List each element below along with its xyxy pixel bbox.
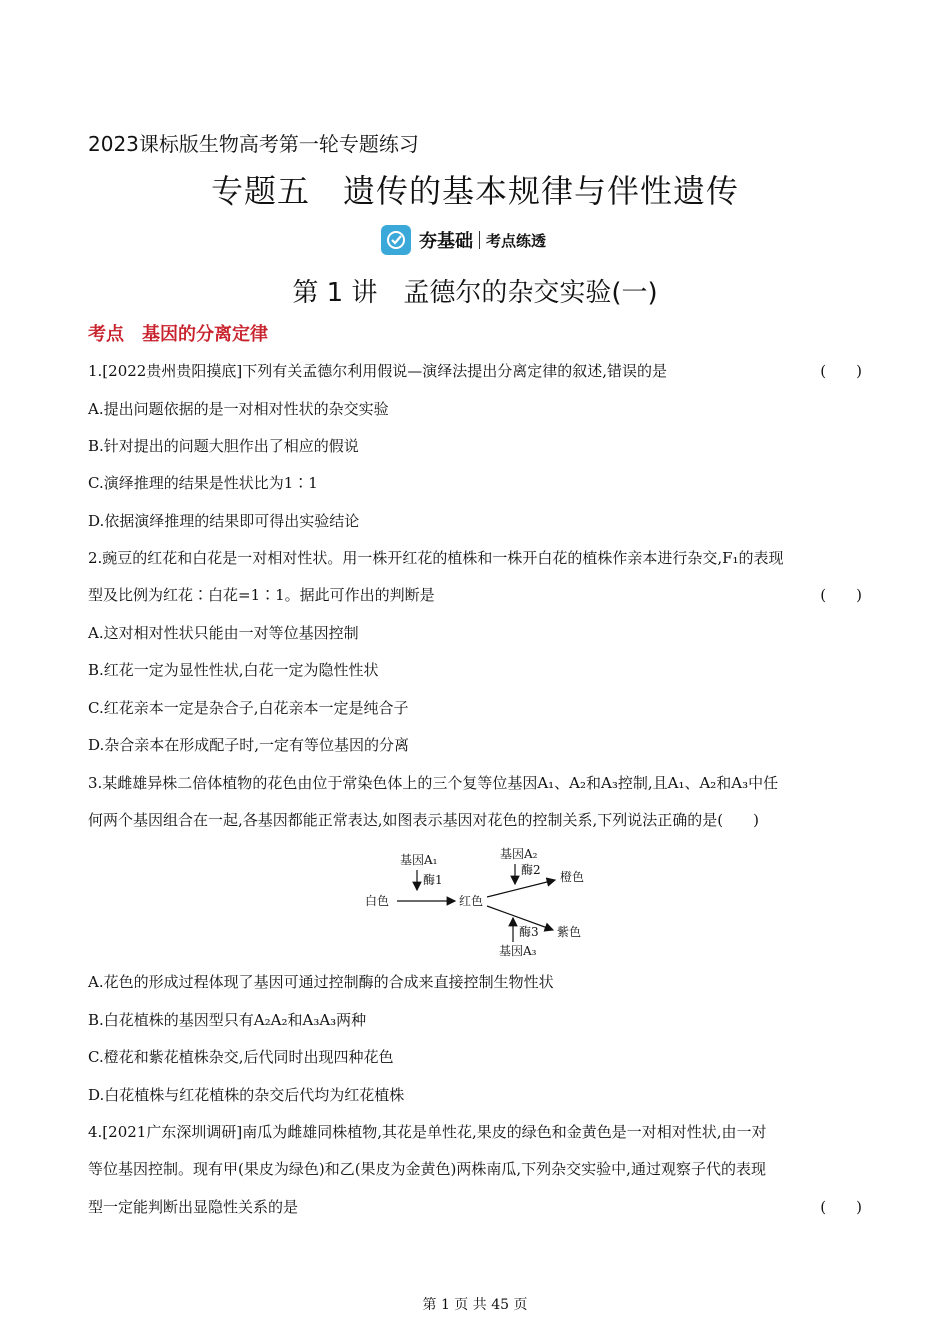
q4-answer-blank: ( ) — [820, 1198, 862, 1216]
q2-answer-blank: ( ) — [820, 586, 862, 604]
q4-stem-line3: 型一定能判断出显隐性关系的是 — [88, 1198, 299, 1216]
q3-option-c: C.橙花和紫花植株杂交,后代同时出现四种花色 — [88, 1048, 394, 1066]
label-gene-a1: 基因A₁ — [400, 853, 438, 867]
q3-option-a: A.花色的形成过程体现了基因可通过控制酶的合成来直接控制生物性状 — [88, 973, 554, 991]
label-gene-a2: 基因A₂ — [500, 847, 538, 861]
badge-divider — [479, 231, 480, 249]
q2-option-c: C.红花亲本一定是杂合子,白花亲本一定是纯合子 — [88, 699, 409, 717]
q4-stem-line2: 等位基因控制。现有甲(果皮为绿色)和乙(果皮为金黄色)两株南瓜,下列杂交实验中,通过观察子代的表现 — [88, 1160, 766, 1178]
badge-main-label: 夯基础 — [419, 231, 473, 252]
target-check-icon — [381, 225, 411, 255]
gene-control-diagram — [355, 842, 605, 967]
section-badge — [381, 224, 546, 256]
q3-option-d: D.白花植株与红花植株的杂交后代均为红花植株 — [88, 1086, 405, 1104]
q2-stem-line1: 2.豌豆的红花和白花是一对相对性状。用一株开红花的植株和一株开白花的植株作亲本进行杂交,F₁的表现 — [88, 549, 784, 567]
q4-stem-line1: 4.[2021广东深圳调研]南瓜为雌雄同株植物,其花是单性花,果皮的绿色和金黄色是一对相对性状,由一对 — [88, 1123, 767, 1141]
document-header: 2023课标版生物高考第一轮专题练习 — [88, 132, 419, 156]
q2-option-a: A.这对相对性状只能由一对等位基因控制 — [88, 624, 359, 642]
label-red: 红色 — [459, 894, 484, 908]
q1-option-c: C.演绎推理的结果是性状比为1∶1 — [88, 474, 318, 492]
section-heading: 考点 基因的分离定律 — [88, 324, 268, 345]
label-enzyme1: 酶1 — [423, 873, 443, 887]
q2-option-b: B.红花一定为显性性状,白花一定为隐性性状 — [88, 661, 379, 679]
chapter-title: 专题五 遗传的基本规律与伴性遗传 — [210, 172, 739, 210]
label-white: 白色 — [365, 894, 390, 908]
q2-stem-line2: 型及比例为红花∶白花=1∶1。据此可作出的判断是 — [88, 586, 435, 604]
q3-stem-line2: 何两个基因组合在一起,各基因都能正常表达,如图表示基因对花色的控制关系,下列说法正确的是( ) — [88, 811, 760, 829]
q1-option-d: D.依据演绎推理的结果即可得出实验结论 — [88, 512, 360, 530]
label-enzyme3: 酶3 — [519, 925, 539, 939]
q2-option-d: D.杂合亲本在形成配子时,一定有等位基因的分离 — [88, 736, 410, 754]
badge-sub-label: 考点练透 — [486, 231, 547, 250]
label-orange: 橙色 — [560, 870, 585, 884]
page-footer: 第 1 页 共 45 页 — [422, 1297, 528, 1313]
lecture-title: 第 1 讲 孟德尔的杂交实验(一) — [292, 278, 658, 308]
q1-option-a: A.提出问题依据的是一对相对性状的杂交实验 — [88, 400, 389, 418]
label-purple: 紫色 — [557, 925, 582, 939]
q1-stem: 1.[2022贵州贵阳摸底]下列有关孟德尔利用假说—演绎法提出分离定律的叙述,错误的是 — [88, 362, 667, 380]
label-enzyme2: 酶2 — [521, 863, 541, 877]
q1-option-b: B.针对提出的问题大胆作出了相应的假说 — [88, 437, 359, 455]
q1-answer-blank: ( ) — [820, 362, 862, 380]
q3-option-b: B.白花植株的基因型只有A₂A₂和A₃A₃两种 — [88, 1011, 367, 1029]
q3-stem-line1: 3.某雌雄异株二倍体植物的花色由位于常染色体上的三个复等位基因A₁、A₂和A₃控制,且A₁、A₂和A₃中任 — [88, 774, 779, 792]
label-gene-a3: 基因A₃ — [499, 944, 537, 958]
